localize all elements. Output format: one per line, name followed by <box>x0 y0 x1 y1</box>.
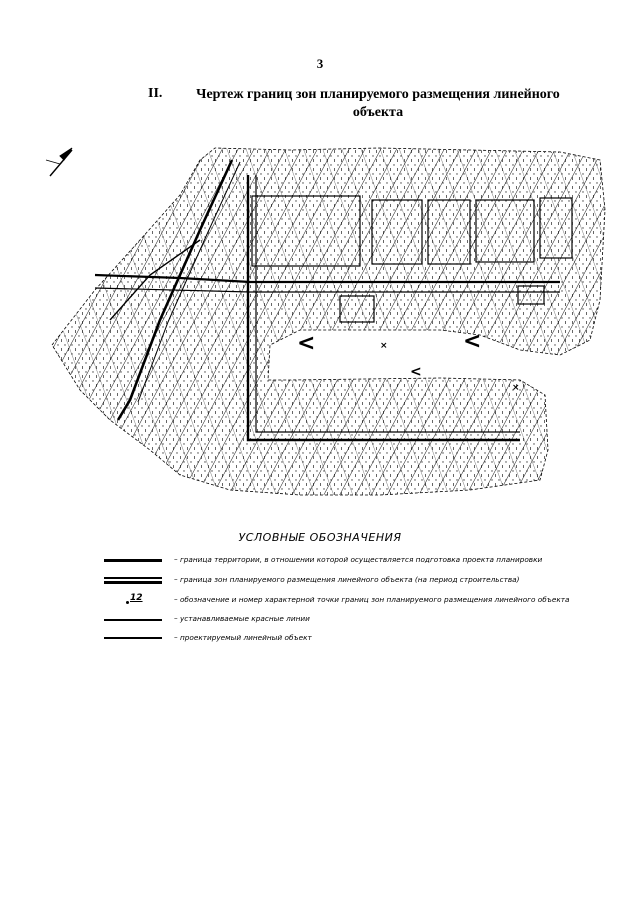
point-marker-label: 12 <box>130 593 143 603</box>
legend-item-linear-object <box>104 631 604 645</box>
legend-item-territory-boundary <box>104 553 604 567</box>
svg-text:<: < <box>463 329 482 354</box>
svg-text:<: < <box>410 364 422 380</box>
legend-item-text: – проектируемый линейный объект <box>174 633 312 642</box>
north-arrow-icon <box>46 148 72 176</box>
legend-item-red-lines <box>104 612 604 626</box>
svg-text:<: < <box>297 331 316 356</box>
legend-item-text: – устанавливаемые красные линии <box>174 614 310 623</box>
legend-item-text: – граница территории, в отношении которой осуществляется подготовка проекта планировки <box>174 555 543 564</box>
page-number: 3 <box>316 56 324 71</box>
legend-title: УСЛОВНЫЕ ОБОЗНАЧЕНИЯ <box>238 531 402 544</box>
legend-item-zone-boundary <box>104 573 604 587</box>
legend-item-text: – граница зон планируемого размещения линейного объекта (на период строительства) <box>174 575 520 584</box>
section-number: II. <box>148 86 163 101</box>
thin-line-symbol <box>104 612 164 626</box>
legend-item-text: – обозначение и номер характерной точки границ зон планируемого размещения линейного объекта <box>174 595 570 604</box>
medium-line-symbol <box>104 631 164 645</box>
double-line-symbol <box>104 573 164 587</box>
point-marker-symbol <box>104 593 164 607</box>
section-title: Чертеж границ зон планируемого размещения линейного объекта <box>196 87 560 120</box>
svg-text:×: × <box>380 341 388 351</box>
thick-line-symbol <box>104 553 164 567</box>
svg-text:×: × <box>512 383 520 393</box>
legend-item-point-marker <box>104 593 604 607</box>
